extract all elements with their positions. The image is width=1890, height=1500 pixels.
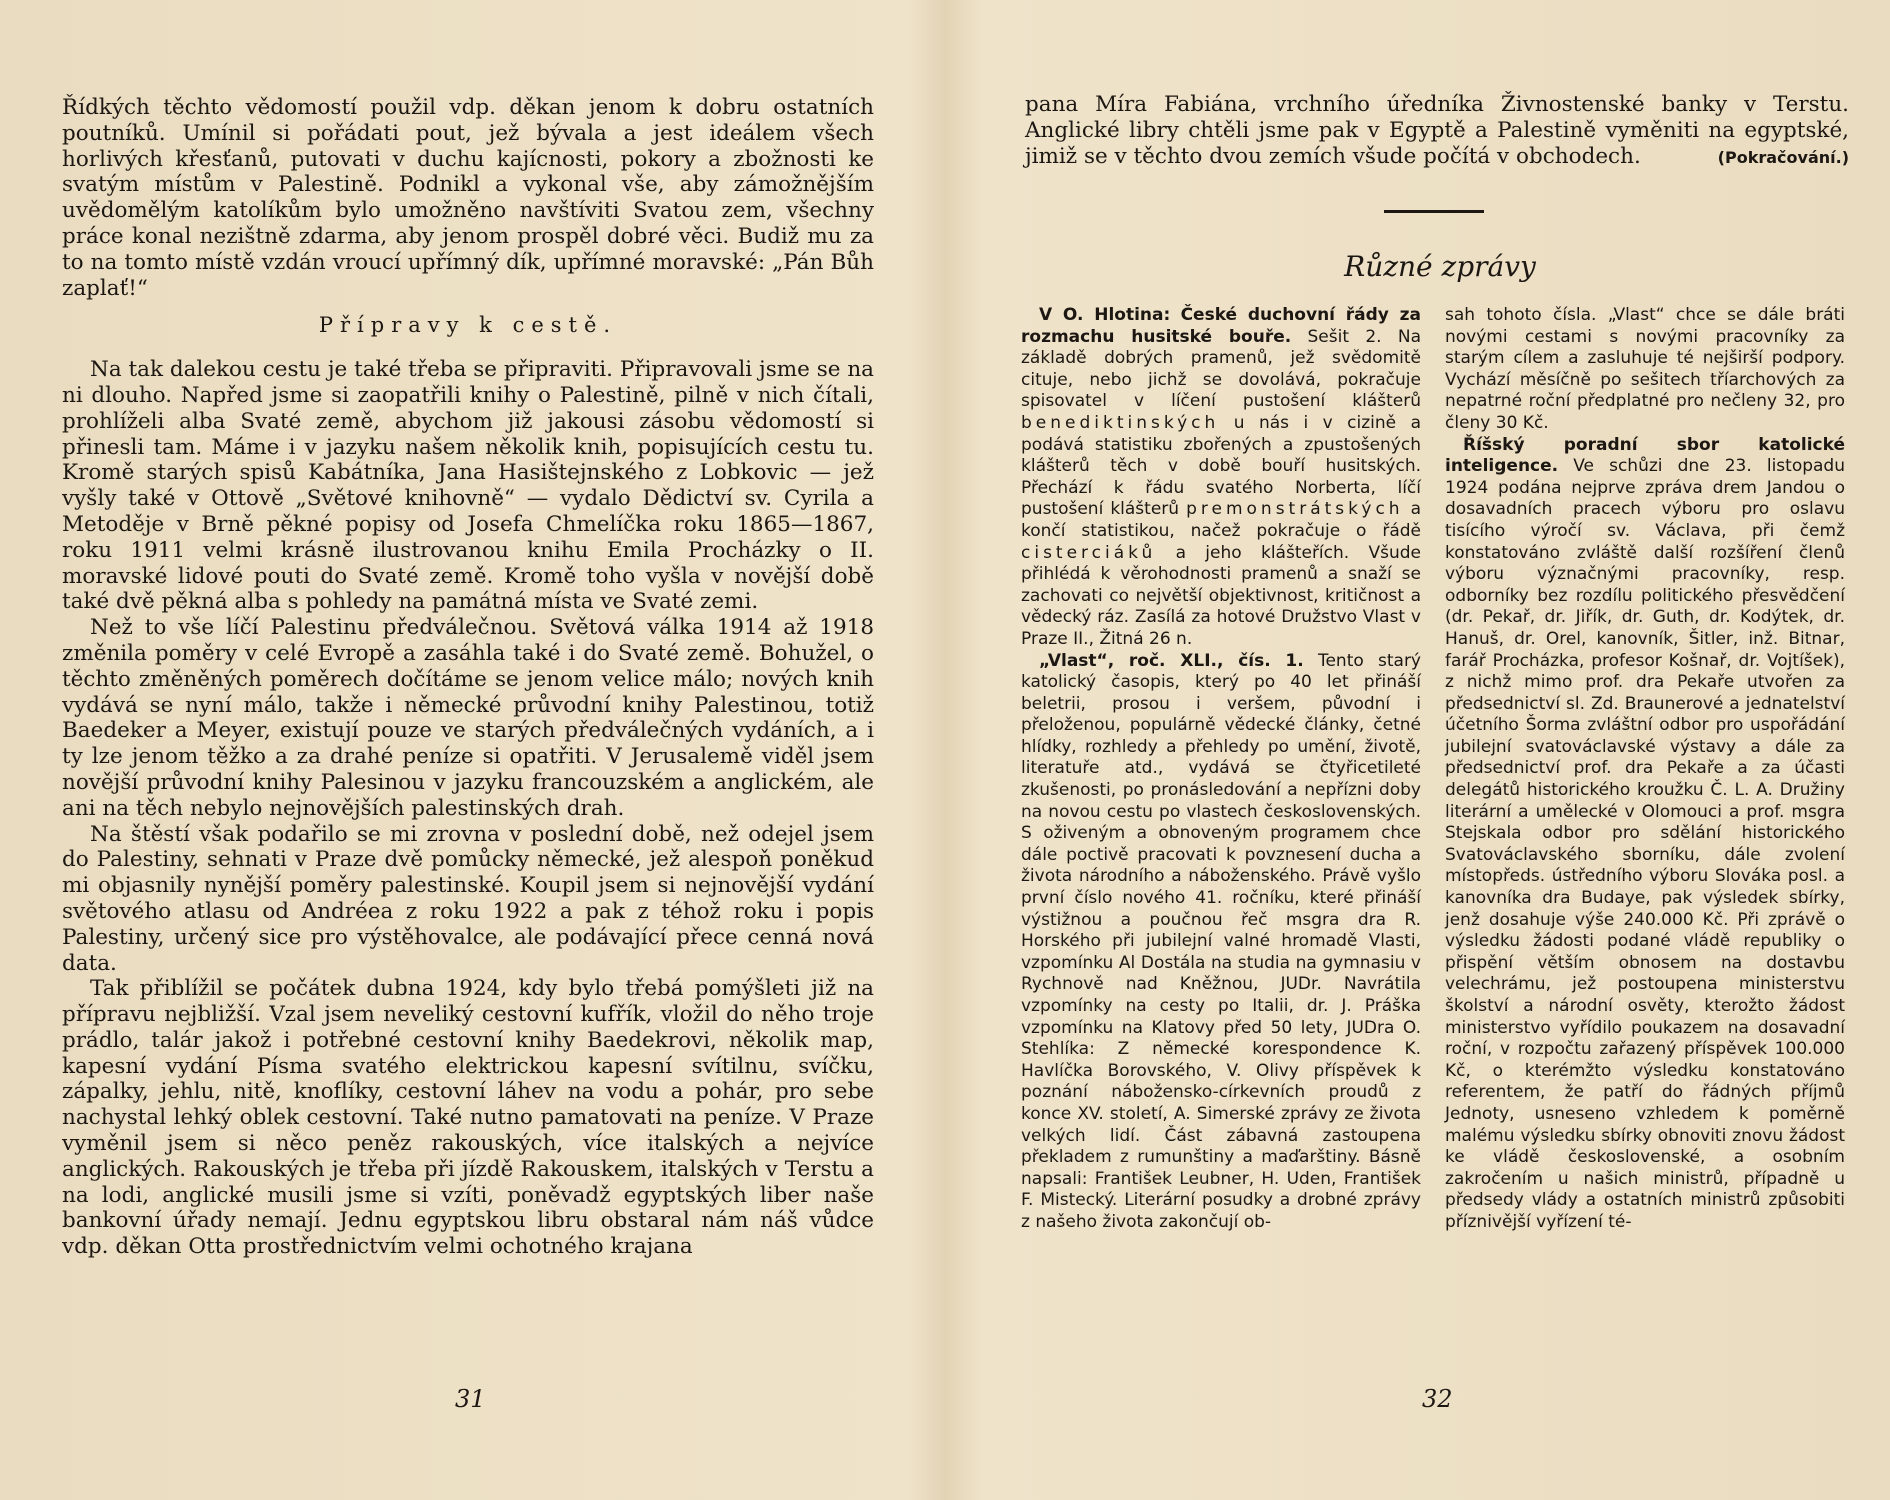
- right-page: [945, 0, 1890, 1500]
- item-text: a jeho klášteřích. Všude přihlédá k věrohodnosti pramenů a snaží se zachovati co největší objektivnost, kritičnost a vědecký ráz. Zasílá za hotové Družstvo Vlast v Praze II., Žitná 26 n.: [1021, 542, 1421, 649]
- divider-rule: [1384, 210, 1484, 213]
- page-number: 31: [455, 1385, 486, 1413]
- paragraph: Na štěstí však podařilo se mi zrovna v poslední době, než odejel jsem do Palestiny, sehnati v Praze dvě pomůcky německé, jež alespoň poněkud mi objasnily nynější poměry palestinské. Koupil jsem si nejnovější vydání světového atlasu od Andréea z roku 1922 a pak z téhož roku i popis Palestiny, určený sice pro výstěhovalce, ale podávající přece cenná nová data.: [62, 821, 874, 976]
- item-title: České duchovní řády za rozmachu husitské bouře.: [1021, 305, 1422, 347]
- item-text: Sešit 2. Na základě dobrých pramenů, jež svědomitě cituje, nebo jichž se dovolává, pokračuje spisovatel v líčení pustošení klášterů: [1021, 326, 1421, 412]
- page-number: 32: [1422, 1385, 1453, 1413]
- paragraph: Řídkých těchto vědomostí použil vdp. děkan jenom k dobru ostatních poutníků. Umínil si pořádati pout, jež bývala a jest ideálem všech horlivých křesťanů, putovati v duchu kajícnosti, pokory a zbožnosti ke svatým místům v Palestině. Podnikl a vykonal vše, aby zámožnějším uvědomělým katolíkům bylo umožněno navštíviti Svatou zem, všechny práce konal nezištně zdarma, aby jenom prospěl dobré věci. Budiž mu za to na tomto místě vzdán vroucí upřímný dík, upřímné moravské: „Pán Bůh zaplať!“: [62, 95, 874, 301]
- paragraph: Tak přiblížil se počátek dubna 1924, kdy bylo třebá pomýšleti již na přípravu nejbližší. Vzal jsem neveliký cestovní kufřík, vložil do něho troje prádlo, talár jakož i potřebné cestovní knihy Baedekrovi, několik map, kapesní vydání Písma svatého elektrickou kapesní svítilnu, svíčku, zápalky, jehlu, nitě, knoflíky, cestovní láhev na vodu a pohár, pro sebe nachystal lehký oblek cestovní. Také nutno pamatovati na peníze. V Praze vyměnil jsem si něco peněz rakouských, více italských a nejvíce anglických. Rakouských je třeba při jízdě Rakouskem, italských v Terstu a na lodi, anglické musili jsme si vzíti, poněvadž egyptských liber naše bankovní úřady nemají. Jednu egyptskou libru obstaral nám náš vůdce vdp. děkan Otta prostřednictvím velmi ochotného krajana: [62, 976, 874, 1260]
- item-text: u nás i v cizině a podává statistiku zbořených a zpustošených klášterů těch v době bouří husitských. Přechází k řádu svatého Norberta, líčí pustošení klášterů: [1021, 412, 1422, 520]
- news-column-2: [1445, 305, 1845, 1234]
- item-title: „Vlast“, roč. XLI., čís. 1.: [1039, 650, 1304, 671]
- item-text: a končí statistikou, načež pokračuje o řádě: [1021, 499, 1422, 541]
- continued-text: [1025, 92, 1849, 171]
- section-title: Různé zprávy: [1344, 250, 1536, 283]
- spaced-term: premonstrátských: [1186, 499, 1404, 520]
- news-column-1: [1021, 305, 1421, 1234]
- spaced-term: benediktinských: [1021, 412, 1220, 433]
- news-item: sah tohoto čísla. „Vlast“ chce se dále bráti novými cestami s novými pracovníky za starým cílem a zasluhuje té nejširší podpory. Vychází měsíčně po sešitech tříarchových za nepatrné roční předplatné pro nečleny 32, pro členy 30 Kč.: [1445, 305, 1845, 433]
- left-text-column: [62, 95, 874, 1260]
- item-title: Říšský poradní sbor katolické inteligence.: [1445, 434, 1845, 477]
- news-item: [1021, 305, 1421, 651]
- paragraph: pana Míra Fabiána, vrchního úředníka Živnostenské banky v Terstu. Anglické libry chtěli jsme pak v Egyptě a Palestině vyměniti na egyptské, jimiž se v těchto dvou zemích všude počítá v obchodech.: [1025, 92, 1849, 169]
- item-text: Ve schůzi dne 23. listopadu 1924 podána nejprve zpráva drem Jandou o dosavadních pracech výboru pro oslavu tisícího výročí sv. Václava, při čemž konstatováno zvláště další rozšíření členů výboru význačnými pracovníky, resp. odborníky bez rozdílu politického přesvědčení (dr. Pekař, dr. Jiřík, dr. Guth, dr. Kodýtek, dr. Hanuš, dr. Orel, kanovník, Šitler, inž. Bitnar, farář Procházka, profesor Košnař, dr. Vojtíšek), z nichž mimo prof. dra Pekaře utvořen za předsednictví sl. Zd. Braunerové a jednatelství účetního Šorma zvláštní odbor pro uspořádání jubilejní svatováclavské výstavy a dále za předsednictví prof. dra Pekaře a za účasti delegátů historického kroužku Č. L. A. Družiny literární a umělecké v Olomouci a prof. msgra Stejskala odbor pro sdělání historického Svatováclavského sborníku, dále zvolení místopředs. ústředního výboru Slováka posl. a kanovníka dra Budaye, pak výsledek sbírky, jenž dosahuje výše 240.000 Kč. Při zprávě o výsledku žádosti podané vládě republiky o přispění větším obnosem na dostavbu velechrámu, jež postoupena ministerstvu školství a národní osvěty, kterožto žádost ministerstvo vyřídilo poukazem na dosavadní roční, v rozpočtu zařazený příspěvek 100.000 Kč, o kterémžto výsledku konstatováno referentem, že patří do řádných příjmů Jednoty, usneseno vzhledem k poměrně malému výsledku sbírky obnoviti znovu žádost ke vládě československé, a osobním zakročením u našich ministrů, případně u předsedy vlády a ostatních ministrů způsobiti příznivější vyřízení té-: [1445, 456, 1845, 1232]
- paragraph: Na tak dalekou cestu je také třeba se připraviti. Připravovali jsme se na ni dlouho. Napřed jsme si zaopatřili knihy o Palestině, pilně v nich čítali, prohlíželi alba Svaté země, abychom již jakousi zásobu vědomostí si přinesli tam. Máme i v jazyku našem několik knih, popisujících cestu tu. Kromě starých spisů Kabátníka, Jana Hasištejnského z Lobkovic — jež vyšly také v Ottově „Světové knihovně“ — vydalo Dědictví sv. Cyrila a Metoděje v Brně pěkné popisy od Josefa Chmelíčka roku 1865—1867, roku 1911 velmi krásně ilustrovanou knihu Emila Procházky o II. moravské lidové pouti do Svaté země. Kromě toho vyšla v novější době také dvě pěkná alba s pohledy na památná místa ve Svaté zemi.: [62, 357, 874, 615]
- item-text: Tento starý katolický časopis, který po 40 let přináší beletrii, prosou i veršem, původní i přeloženou, populárně vědecké články, četné hlídky, rozhledy a přehledy po umění, životě, literatuře atd., vydává se čtyřicetileté zkušenosti, po pronásledování a nepřízni doby na novou cestu po vlastech československých. S oživeným a obnoveným programem chce dále poctivě pracovati k povznesení ducha a života národního a náboženského. Právě vyšlo první číslo nového 41. ročníku, které přináší výstižnou a poučnou řeč msgra dra R. Horského při jubilejní valné hromadě Vlasti, vzpomínku Al Dostála na studia na gymnasiu v Rychnově nad Kněžnou, JUDr. Navrátila vzpomínky na cesty po Italii, dr. J. Práška vzpomínku na Klatovy před 50 lety, JUDra O. Stehlíka: Z německé korespondence K. Havlíčka Borovského, V. Olivy příspěvek k poznání nábožensko-církevních proudů z konce XV. století, A. Simerské zprávy ze života velkých lidí. Část zábavná zastoupena překladem z rumunštiny a maďarštiny. Básně napsali: František Leubner, H. Uden, František F. Mistecký. Literární posudky a drobné zprávy z našeho života zakončují ob-: [1021, 650, 1421, 1232]
- news-item: [1021, 651, 1421, 1234]
- news-item: [1445, 435, 1845, 1234]
- section-heading: Přípravy k cestě.: [318, 313, 618, 338]
- spaced-term: cisterciáků: [1021, 542, 1157, 563]
- item-lead: V O. Hlotina:: [1039, 305, 1171, 325]
- continuation-note: (Pokračování.): [1717, 148, 1849, 168]
- paragraph: Než to vše líčí Palestinu předválečnou. Světová válka 1914 až 1918 změnila poměry v celé Evropě a zasáhla také i do Svaté země. Bohužel, o těchto změněných poměrech dočítáme se jenom velice málo; nových knih vydává se nyní málo, takže i německé průvodní knihy Palestinou, totiž Baedeker a Meyer, existují pouze ve starých předválečných vydáních, a i ty lze jenom těžko a za drahé peníze si opatřiti. V Jerusalemě viděl jsem novější průvodní knihy Palesinou v jazyku francouzském a anglickém, ale ani na těch nebylo nejnovějších palestinských drah.: [62, 615, 874, 821]
